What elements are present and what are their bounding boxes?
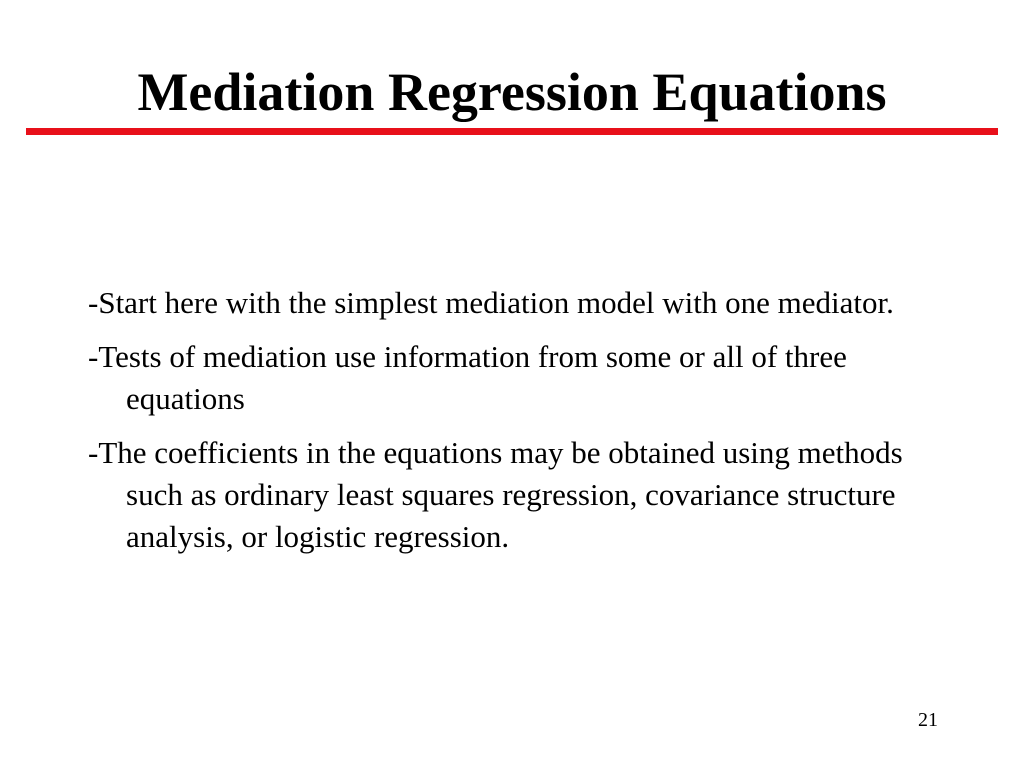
slide-title: Mediation Regression Equations <box>137 62 887 122</box>
bullet-item: -Tests of mediation use information from some or all of three equations <box>88 339 847 416</box>
page-number: 21 <box>918 709 938 731</box>
title-underline-rule <box>26 128 998 135</box>
bullet-list <box>88 282 958 570</box>
bullet-item: -The coefficients in the equations may be obtained using methods such as ordinary least squares regression, covariance structure analysis, or logistic regression. <box>88 435 903 554</box>
bullet-item: -Start here with the simplest mediation model with one mediator. <box>88 285 894 320</box>
